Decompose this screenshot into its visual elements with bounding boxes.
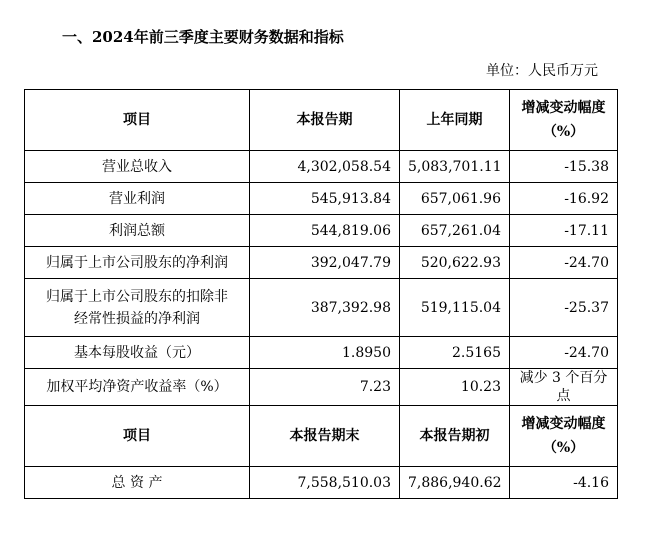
row-current: 4,302,058.54 bbox=[250, 151, 400, 183]
header-item: 项目 bbox=[25, 406, 250, 467]
header-change-line1: 增减变动幅度 bbox=[521, 100, 606, 116]
row-prior: 5,083,701.11 bbox=[400, 151, 510, 183]
row-prior: 2.5165 bbox=[400, 337, 510, 369]
header-change-line2: （%） bbox=[542, 124, 585, 140]
row-label bbox=[25, 279, 250, 337]
row-prior: 519,115.04 bbox=[400, 279, 510, 337]
table-row bbox=[25, 369, 618, 406]
row-current: 544,819.06 bbox=[250, 215, 400, 247]
row-label: 营业利润 bbox=[25, 183, 250, 215]
row-prior: 657,061.96 bbox=[400, 183, 510, 215]
header-item: 项目 bbox=[25, 90, 250, 151]
row-current: 7,558,510.03 bbox=[250, 467, 400, 499]
table-row bbox=[25, 215, 618, 247]
row-current: 392,047.79 bbox=[250, 247, 400, 279]
table-row bbox=[25, 151, 618, 183]
header-change bbox=[510, 406, 618, 467]
row-label: 总 资 产 bbox=[25, 467, 250, 499]
header-change bbox=[510, 90, 618, 151]
financial-table bbox=[24, 89, 618, 499]
table-row bbox=[25, 279, 618, 337]
table-row bbox=[25, 247, 618, 279]
row-change: 减少 3 个百分点 bbox=[510, 369, 618, 406]
row-label: 利润总额 bbox=[25, 215, 250, 247]
row-current: 387,392.98 bbox=[250, 279, 400, 337]
table-row bbox=[25, 337, 618, 369]
table-row bbox=[25, 467, 618, 499]
table-row bbox=[25, 183, 618, 215]
row-label: 营业总收入 bbox=[25, 151, 250, 183]
row-label-line1: 归属于上市公司股东的扣除非 bbox=[46, 288, 228, 305]
header-period-end: 本报告期末 bbox=[250, 406, 400, 467]
row-change: -17.11 bbox=[510, 215, 618, 247]
row-current: 1.8950 bbox=[250, 337, 400, 369]
row-label-line2: 经常性损益的净利润 bbox=[74, 310, 200, 327]
table-header-row bbox=[25, 90, 618, 151]
row-label: 归属于上市公司股东的净利润 bbox=[25, 247, 250, 279]
row-prior: 520,622.93 bbox=[400, 247, 510, 279]
row-change: -4.16 bbox=[510, 467, 618, 499]
row-change: -25.37 bbox=[510, 279, 618, 337]
unit-label: 单位：人民币万元 bbox=[486, 63, 598, 79]
row-current: 7.23 bbox=[250, 369, 400, 406]
row-change: -15.38 bbox=[510, 151, 618, 183]
header-prior-period: 上年同期 bbox=[400, 90, 510, 151]
table-header-row bbox=[25, 406, 618, 467]
row-change: -24.70 bbox=[510, 337, 618, 369]
header-change-line2: （%） bbox=[542, 440, 585, 456]
row-prior: 657,261.04 bbox=[400, 215, 510, 247]
header-current-period: 本报告期 bbox=[250, 90, 400, 151]
row-label: 加权平均净资产收益率（%） bbox=[25, 369, 250, 406]
header-period-start: 本报告期初 bbox=[400, 406, 510, 467]
row-change: -16.92 bbox=[510, 183, 618, 215]
row-prior: 7,886,940.62 bbox=[400, 467, 510, 499]
row-prior: 10.23 bbox=[400, 369, 510, 406]
row-label: 基本每股收益（元） bbox=[25, 337, 250, 369]
row-current: 545,913.84 bbox=[250, 183, 400, 215]
section-title: 一、2024年前三季度主要财务数据和指标 bbox=[62, 28, 344, 46]
header-change-line1: 增减变动幅度 bbox=[521, 416, 606, 432]
row-change: -24.70 bbox=[510, 247, 618, 279]
